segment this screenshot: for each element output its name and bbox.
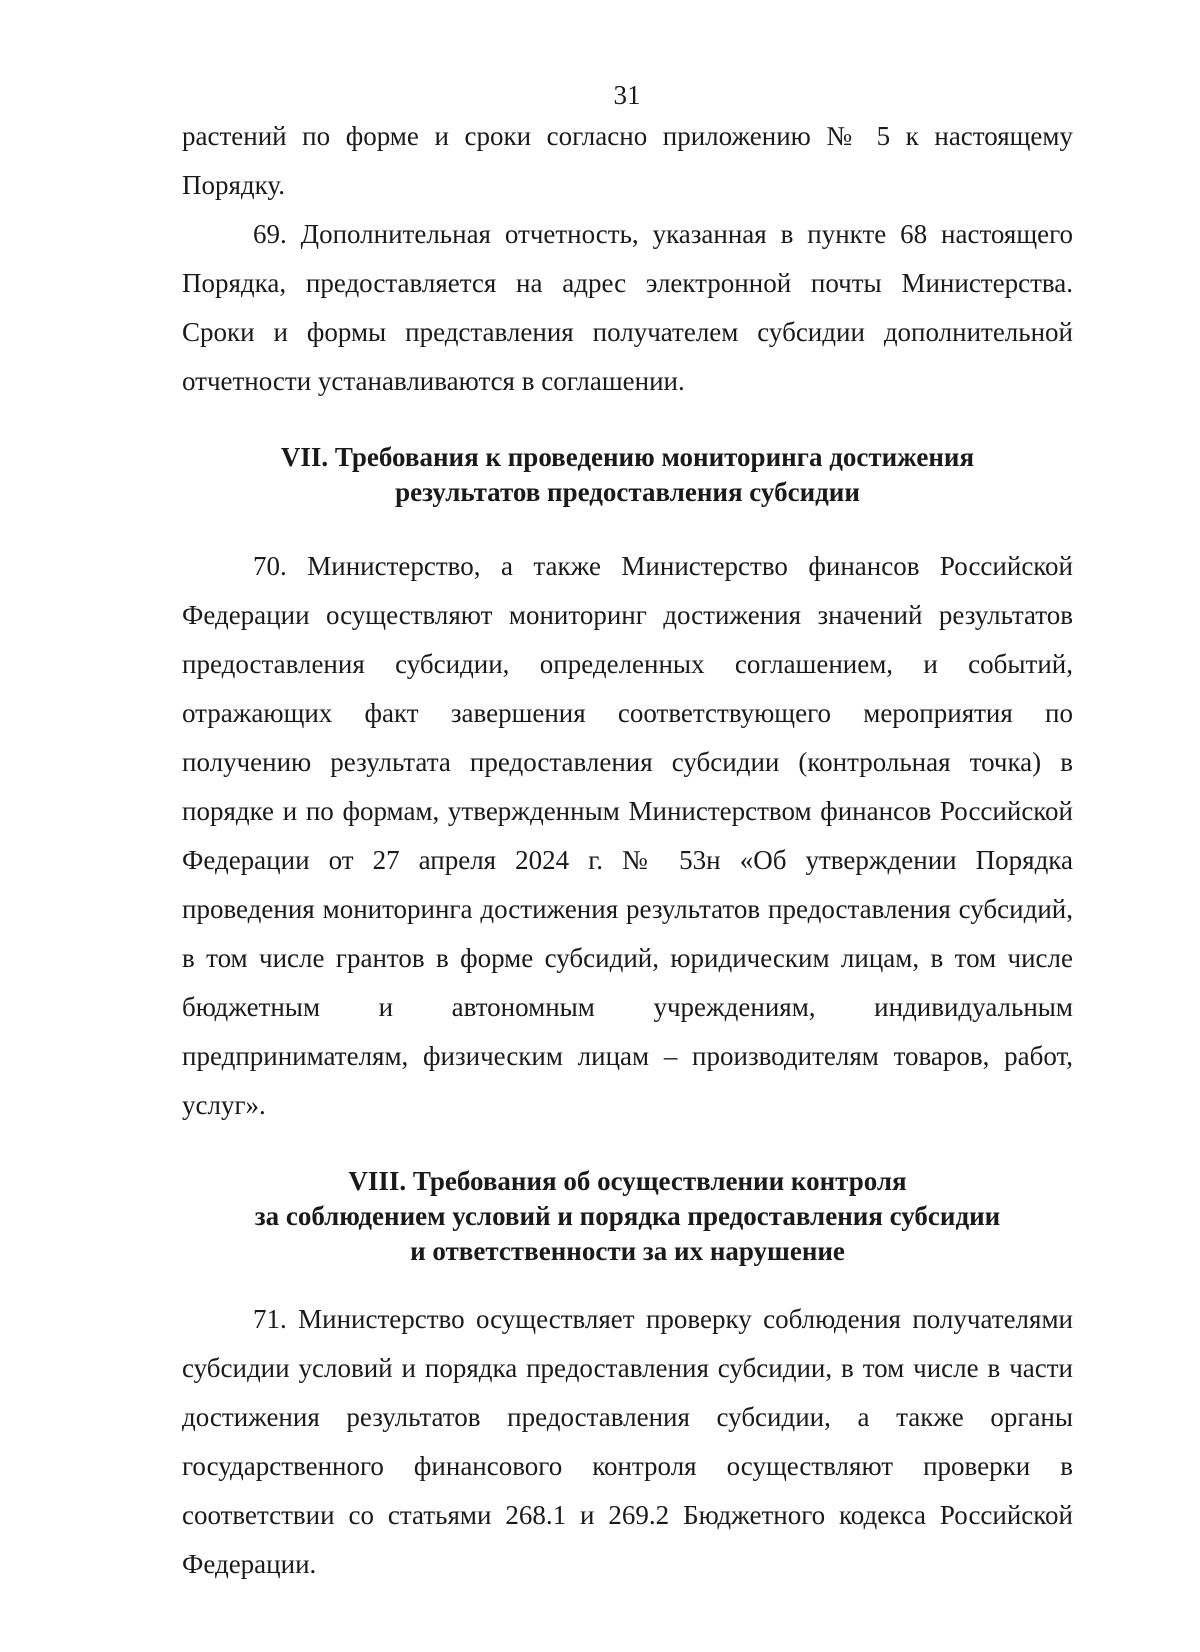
section-heading-viii-line-2: за соблюдением условий и порядка предоставления субсидии bbox=[254, 1201, 1001, 1231]
section-heading-viii-line-1: VIII. Требования об осуществлении контроля bbox=[348, 1166, 907, 1196]
paragraph-69: 69. Дополнительная отчетность, указанная в пункте 68 настоящего Порядка, предоставляется на адрес электронной почты Министерства. Сроки и формы представления получателем субсидии дополнительной отчетности устанавливаются в соглашении. bbox=[182, 219, 1073, 396]
section-heading-viii-line-3: и ответственности за их нарушение bbox=[410, 1236, 845, 1266]
section-heading-vii bbox=[182, 440, 1073, 510]
paragraph-70: 70. Министерство, а также Министерство финансов Российской Федерации осуществляют мониторинг достижения значений результатов предоставления субсидии, определенных соглашением, и событий, отражающих факт завершения соответствующего мероприятия по получению результата предоставления субсидии (контрольная точка) в порядке и по формам, утвержденным Министерством финансов Российской Федерации от 27 апреля 2024 г. № 53н «Об утверждении Порядка проведения мониторинга достижения результатов предоставления субсидий, в том числе грантов в форме субсидий, юридическим лицам, в том числе бюджетным и автономным учреждениям, индивидуальным предпринимателям, физическим лицам – производителям товаров, работ, услуг». bbox=[182, 551, 1073, 1120]
section-heading-vii-line-1: VII. Требования к проведению мониторинга достижения bbox=[280, 442, 975, 472]
document-body bbox=[182, 112, 1073, 1589]
page-number: 31 bbox=[613, 80, 641, 110]
paragraph-71: 71. Министерство осуществляет проверку соблюдения получателями субсидии условий и порядка предоставления субсидии, в том числе в части достижения результатов предоставления субсидии, а также органы государственного финансового контроля осуществляют проверки в соответствии со статьями 268.1 и 269.2 Бюджетного кодекса Российской Федерации. bbox=[182, 1304, 1073, 1579]
paragraph-continuation: растений по форме и сроки согласно приложению № 5 к настоящему Порядку. bbox=[182, 121, 1073, 200]
section-heading-viii bbox=[182, 1164, 1073, 1269]
section-heading-vii-line-2: результатов предоставления субсидии bbox=[395, 477, 860, 507]
